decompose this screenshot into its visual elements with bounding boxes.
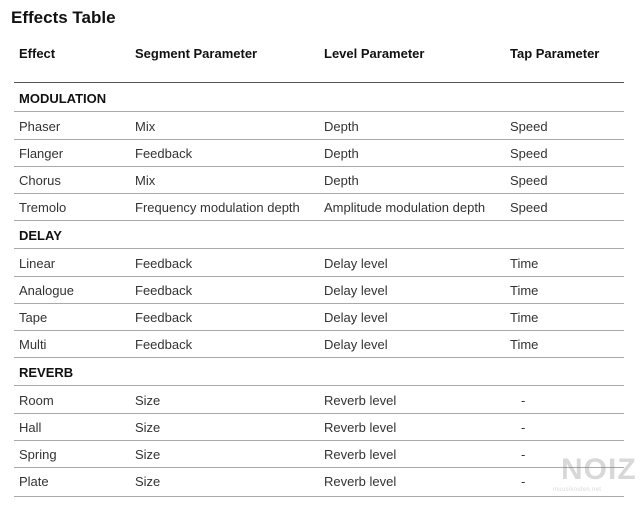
level-parameter: Reverb level — [324, 447, 397, 462]
segment-parameter: Mix — [135, 119, 156, 134]
table-row — [0, 112, 640, 139]
level-parameter: Depth — [324, 146, 359, 161]
segment-parameter: Size — [135, 420, 161, 435]
level-parameter: Depth — [324, 119, 359, 134]
tap-parameter: - — [521, 393, 526, 408]
table-row — [0, 330, 640, 357]
level-parameter: Reverb level — [324, 420, 397, 435]
tap-parameter: Time — [510, 310, 539, 325]
segment-parameter: Feedback — [135, 310, 193, 325]
table-row — [0, 440, 640, 467]
level-parameter: Depth — [324, 173, 359, 188]
table-row — [0, 139, 640, 166]
effect-name: Room — [19, 393, 54, 408]
segment-parameter: Feedback — [135, 146, 193, 161]
level-parameter: Reverb level — [324, 474, 397, 489]
segment-parameter: Feedback — [135, 283, 193, 298]
tap-parameter: - — [521, 420, 526, 435]
section-reverb — [0, 358, 640, 385]
header-level-parameter: Level Parameter — [324, 46, 425, 61]
watermark-brand: NOIZ — [561, 453, 637, 486]
table-row — [0, 276, 640, 303]
tap-parameter: Speed — [510, 173, 548, 188]
segment-parameter: Size — [135, 447, 161, 462]
section-modulation — [0, 84, 640, 111]
level-parameter: Reverb level — [324, 393, 397, 408]
effect-name: Tape — [19, 310, 48, 325]
effect-name: Linear — [19, 256, 56, 271]
section-title: MODULATION — [19, 91, 107, 106]
tap-parameter: Time — [510, 337, 539, 352]
level-parameter: Delay level — [324, 283, 388, 298]
level-parameter: Delay level — [324, 256, 388, 271]
tap-parameter: Speed — [510, 146, 548, 161]
effect-name: Flanger — [19, 146, 64, 161]
table-row — [0, 386, 640, 413]
segment-parameter: Size — [135, 474, 161, 489]
page-title: Effects Table — [11, 8, 116, 27]
segment-parameter: Feedback — [135, 337, 193, 352]
table-row — [0, 166, 640, 193]
effect-name: Multi — [19, 337, 47, 352]
table-row — [0, 413, 640, 440]
tap-parameter: Speed — [510, 200, 548, 215]
level-parameter: Delay level — [324, 337, 388, 352]
segment-parameter: Size — [135, 393, 161, 408]
header-effect: Effect — [19, 46, 56, 61]
tap-parameter: - — [521, 447, 526, 462]
effect-name: Plate — [19, 474, 49, 489]
header-segment-parameter: Segment Parameter — [135, 46, 258, 61]
section-delay — [0, 221, 640, 248]
tap-parameter: Time — [510, 283, 539, 298]
table-row — [0, 467, 640, 494]
tap-parameter: Speed — [510, 119, 548, 134]
effect-name: Chorus — [19, 173, 61, 188]
effect-name: Spring — [19, 447, 57, 462]
segment-parameter: Feedback — [135, 256, 193, 271]
effect-name: Analogue — [19, 283, 74, 298]
table-row — [0, 249, 640, 276]
level-parameter: Amplitude modulation depth — [324, 200, 486, 215]
row-divider — [14, 496, 624, 497]
header-divider — [14, 82, 624, 83]
watermark-logo — [551, 451, 635, 501]
section-title: REVERB — [19, 365, 74, 380]
table-row — [0, 193, 640, 220]
tap-parameter: - — [521, 474, 526, 489]
level-parameter: Delay level — [324, 310, 388, 325]
watermark-tagline: muusikoiden.net — [553, 487, 602, 493]
effect-name: Tremolo — [19, 200, 67, 215]
segment-parameter: Mix — [135, 173, 156, 188]
segment-parameter: Frequency modulation depth — [135, 200, 300, 215]
section-title: DELAY — [19, 228, 62, 243]
effect-name: Phaser — [19, 119, 61, 134]
tap-parameter: Time — [510, 256, 539, 271]
effect-name: Hall — [19, 420, 42, 435]
header-tap-parameter: Tap Parameter — [510, 46, 600, 61]
table-row — [0, 303, 640, 330]
